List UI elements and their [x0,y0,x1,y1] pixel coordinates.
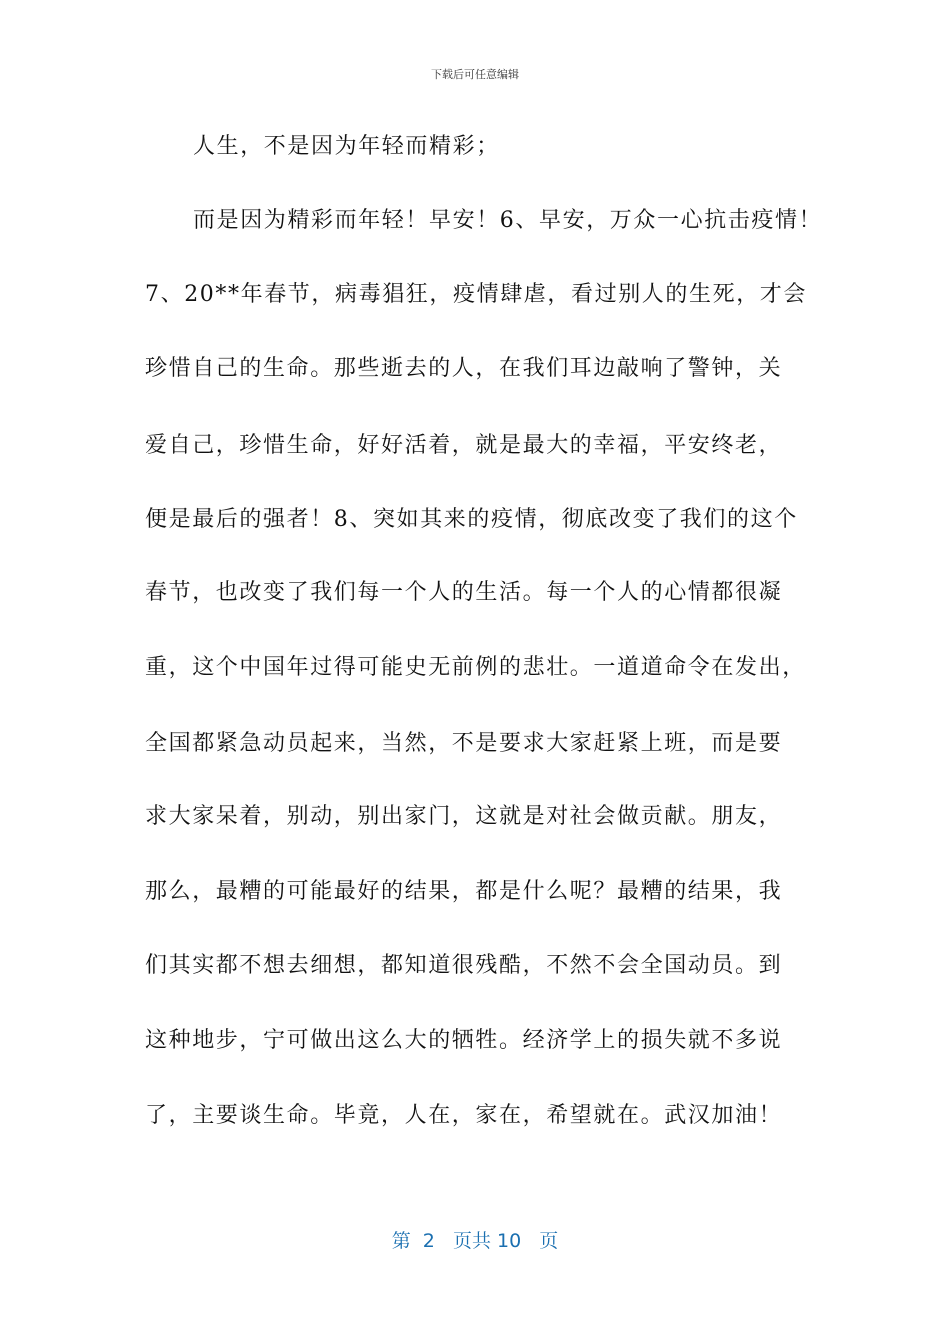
text-line: 便是最后的强者！8、突如其来的疫情，彻底改变了我们的这个 [145,507,798,532]
text-line: 爱自己，珍惜生命，好好活着，就是最大的幸福，平安终老， [145,433,783,458]
text-line: 春节，也改变了我们每一个人的生活。每一个人的心情都很凝 [145,580,783,605]
text-line: 那么，最糟的可能最好的结果，都是什么呢？最糟的结果，我 [145,879,783,904]
text-line: 求大家呆着，别动，别出家门，这就是对社会做贡献。朋友， [145,804,783,829]
text-line: 们其实都不想去细想，都知道很残酷，不然不会全国动员。到 [145,953,783,978]
text-line: 重，这个中国年过得可能史无前例的悲壮。一道道命令在发出， [145,655,806,680]
text-line: 而是因为精彩而年轻！早安！6、早安，万众一心抗击疫情！ [193,208,823,233]
text-line: 人生，不是因为年轻而精彩； [193,134,500,159]
text-line: 珍惜自己的生命。那些逝去的人，在我们耳边敲响了警钟，关 [145,356,783,381]
text-line: 全国都紧急动员起来，当然，不是要求大家赶紧上班，而是要 [145,731,783,756]
text-line: 7、20**年春节，病毒猖狂，疫情肆虐，看过别人的生死，才会 [145,282,807,307]
text-line: 了，主要谈生命。毕竟，人在，家在，希望就在。武汉加油！ [145,1103,783,1128]
page-header: 下载后可任意编辑 [431,68,519,81]
page-footer: 第 2 页共 10 页 [391,1230,559,1252]
text-line: 这种地步，宁可做出这么大的牺牲。经济学上的损失就不多说 [145,1028,783,1053]
